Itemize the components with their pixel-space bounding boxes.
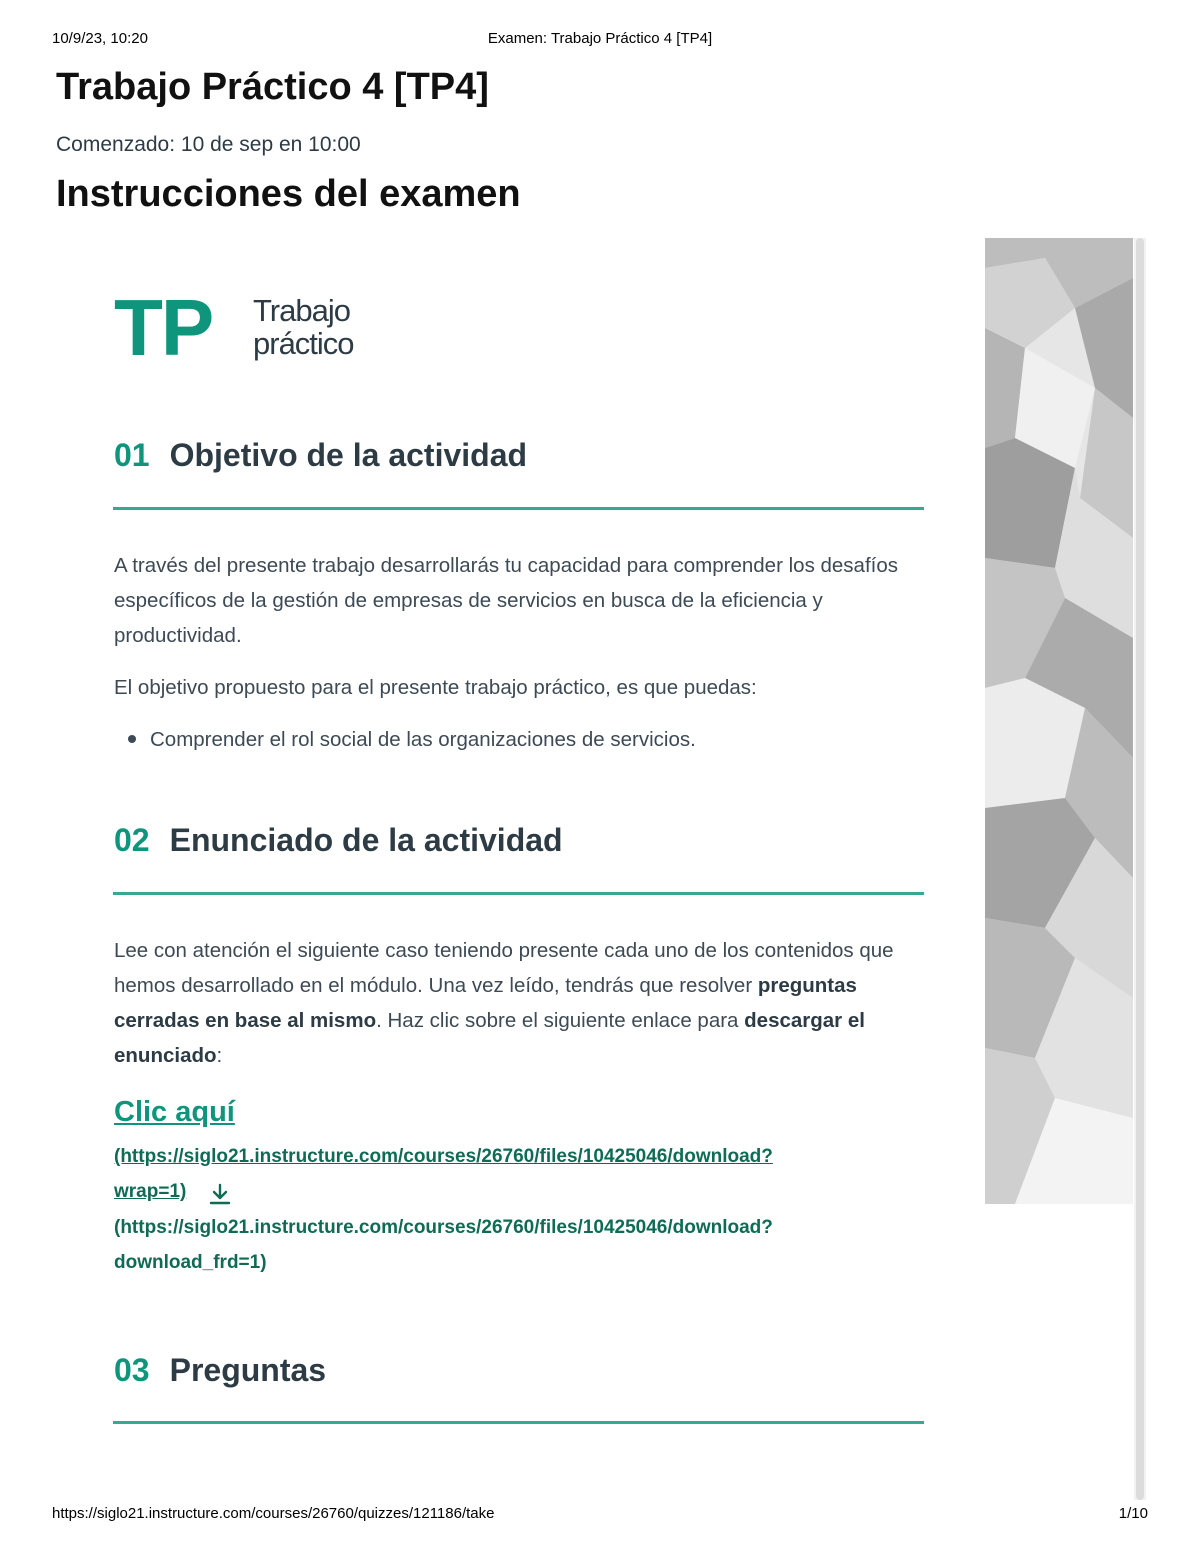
bold-download-statement: descargar el enunciado xyxy=(114,1009,865,1067)
print-url: https://siglo21.instructure.com/courses/26760/quizzes/121186/take xyxy=(52,1505,495,1522)
statement-paragraph: Lee con atención el siguiente caso teniendo presente cada uno de los contenidos que hemos desarrollado en el módulo. Una vez leído, tendrás que resolver preguntas cerradas en base al mismo. Haz clic sobre el siguiente enlace para descargar el enunciado: xyxy=(114,939,894,1067)
scrollbar-thumb[interactable] xyxy=(1136,238,1144,1500)
section-number: 03 xyxy=(114,1352,150,1388)
print-header xyxy=(0,30,1200,50)
logo-line-1: Trabajo xyxy=(253,293,350,328)
section-number: 01 xyxy=(114,437,150,473)
section-divider xyxy=(113,892,924,895)
section-heading-enunciado xyxy=(114,822,563,859)
section-heading-preguntas xyxy=(114,1352,326,1389)
logo-text xyxy=(253,294,354,360)
logo-mark: TP xyxy=(114,283,213,372)
objective-intro: El objetivo propuesto para el presente trabajo práctico, es que puedas: xyxy=(114,676,757,699)
section-divider xyxy=(113,507,924,510)
bold-closed-questions: preguntas cerradas en base al mismo xyxy=(114,974,857,1032)
print-footer xyxy=(0,1505,1200,1525)
download-link-url-end[interactable]: download_frd=1) xyxy=(114,1252,267,1273)
download-link-url[interactable]: (https://siglo21.instructure.com/courses/26760/files/10425046/download? xyxy=(114,1217,773,1238)
bullet-dot xyxy=(128,735,136,743)
print-doc-title: Examen: Trabajo Práctico 4 [TP4] xyxy=(487,30,713,47)
section-divider xyxy=(113,1421,924,1424)
list-item: Comprender el rol social de las organizaciones de servicios. xyxy=(128,728,696,752)
file-link-url-end[interactable]: wrap=1) xyxy=(114,1181,187,1202)
section-title: Preguntas xyxy=(169,1352,327,1388)
started-timestamp: Comenzado: 10 de sep en 10:00 xyxy=(56,133,361,156)
print-date: 10/9/23, 10:20 xyxy=(52,30,148,47)
file-link-url[interactable]: (https://siglo21.instructure.com/courses/26760/files/10425046/download? xyxy=(114,1146,773,1167)
logo-line-2: práctico xyxy=(253,326,354,361)
section-number: 02 xyxy=(114,822,150,858)
section-title: Objetivo de la actividad xyxy=(169,437,528,473)
clic-aqui-link[interactable]: Clic aquí xyxy=(114,1096,235,1128)
download-icon[interactable] xyxy=(208,1182,232,1206)
page-title: Trabajo Práctico 4 [TP4] xyxy=(56,66,489,108)
scrollbar[interactable] xyxy=(1134,238,1146,1500)
page-number: 1/10 xyxy=(1118,1505,1148,1522)
instructions-title: Instrucciones del examen xyxy=(56,173,521,215)
architecture-image xyxy=(985,238,1133,1204)
section-heading-objetivo xyxy=(114,437,527,474)
objective-paragraph: A través del presente trabajo desarrollarás tu capacidad para comprender los desafíos específicos de la gestión de empresas de servicios en busca de la eficiencia y productividad. xyxy=(114,554,899,647)
section-title: Enunciado de la actividad xyxy=(169,822,563,858)
decorative-side-image xyxy=(985,238,1133,1204)
